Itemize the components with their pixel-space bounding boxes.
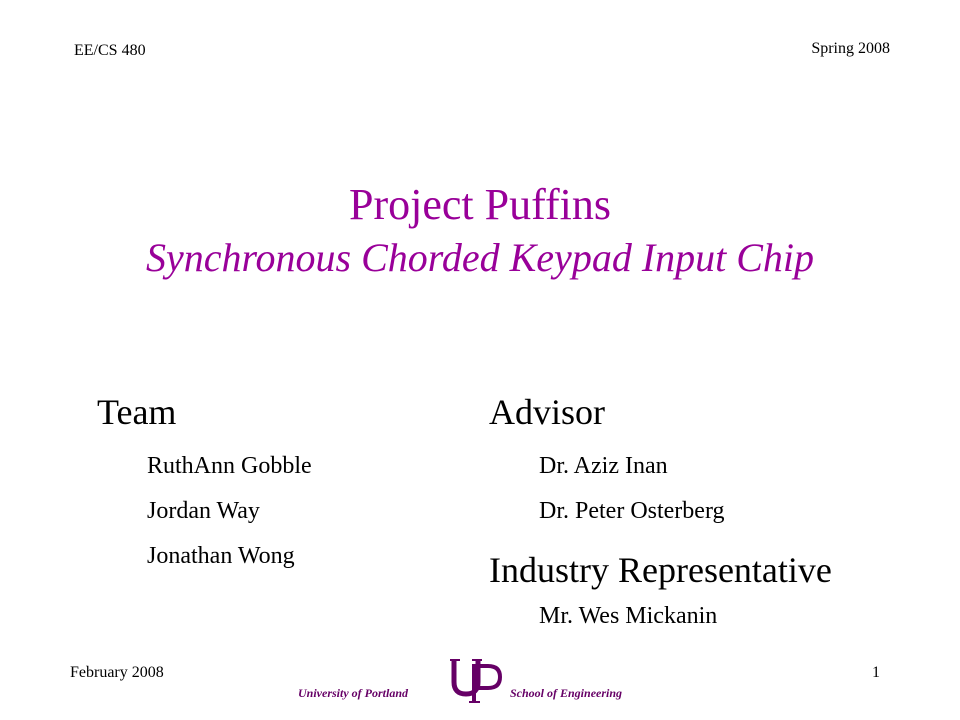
- page-number: 1: [872, 664, 880, 681]
- slide-title: Project Puffins: [349, 180, 611, 229]
- industry-heading: Industry Representative: [489, 550, 832, 590]
- advisor-name: Dr. Peter Osterberg: [539, 498, 725, 524]
- university-name: University of Portland: [298, 686, 408, 700]
- industry-rep-name: Mr. Wes Mickanin: [539, 603, 718, 629]
- advisor-list: [539, 450, 725, 540]
- team-member: Jonathan Wong: [147, 543, 295, 569]
- course-code: EE/CS 480: [74, 42, 146, 59]
- school-name: School of Engineering: [510, 686, 623, 700]
- semester: Spring 2008: [811, 40, 890, 57]
- slide-subtitle: Synchronous Chorded Keypad Input Chip: [145, 235, 815, 280]
- team-heading: Team: [97, 392, 177, 432]
- team-member: RuthAnn Gobble: [147, 453, 312, 479]
- team-member: Jordan Way: [147, 498, 260, 524]
- industry-list: [539, 600, 717, 632]
- advisor-heading: Advisor: [489, 392, 605, 432]
- advisor-name: Dr. Aziz Inan: [539, 453, 668, 479]
- team-list: [147, 450, 312, 585]
- title-block: [0, 178, 960, 284]
- up-monogram-logo-icon: [448, 656, 504, 704]
- footer-logo: [298, 656, 658, 708]
- footer-date: February 2008: [70, 664, 164, 681]
